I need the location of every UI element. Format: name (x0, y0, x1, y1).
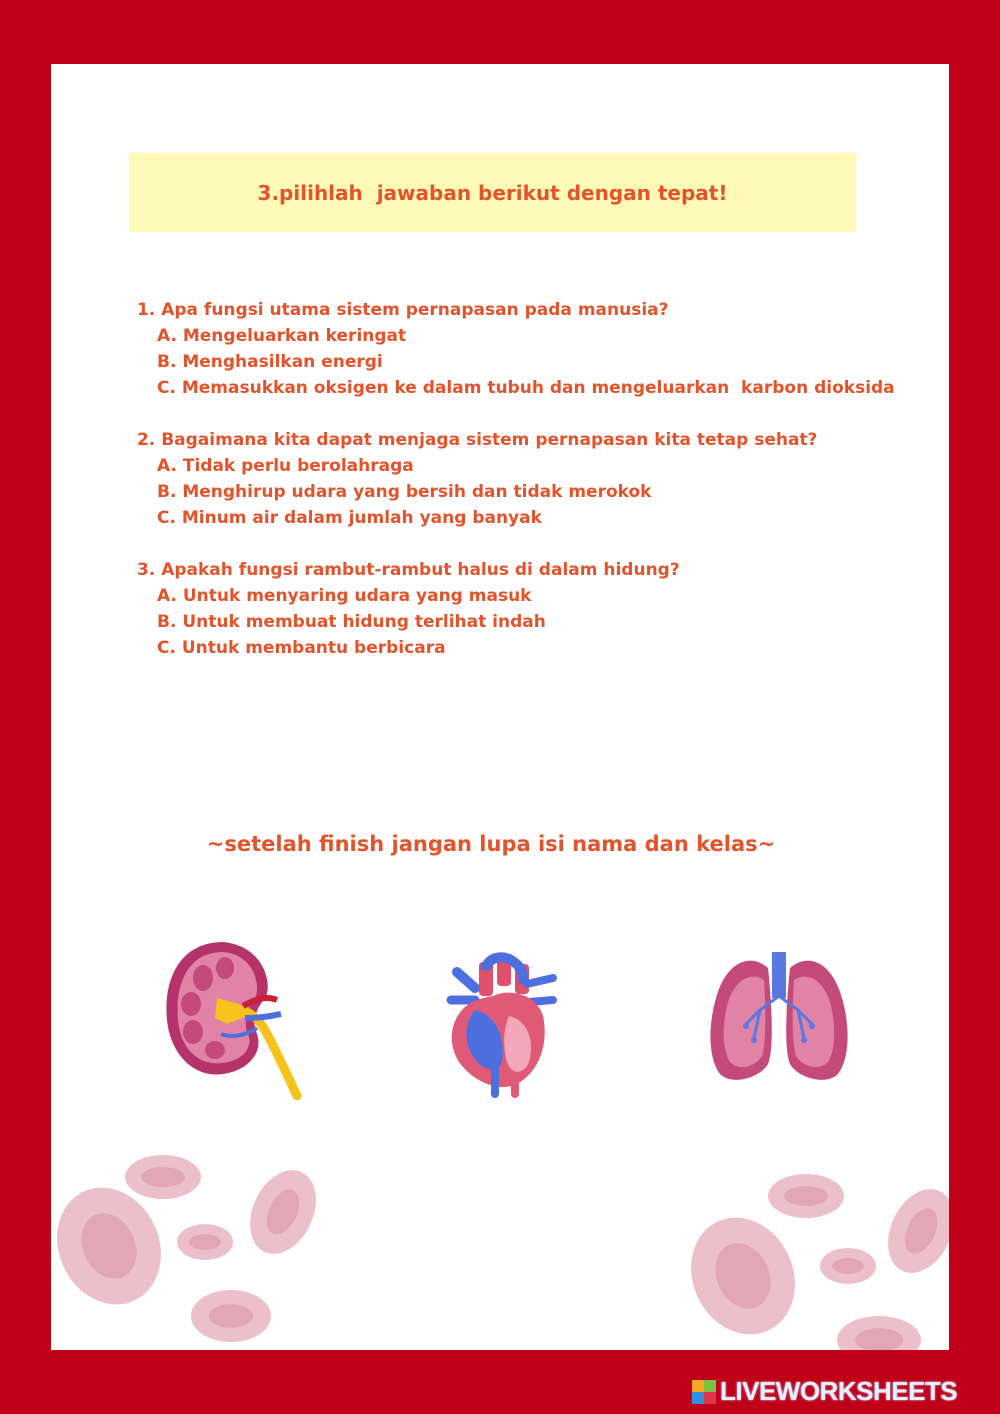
worksheet-page (51, 64, 949, 1350)
question-text: 3. Apakah fungsi rambut-rambut halus di dalam hidung? (137, 560, 680, 580)
kidney-icon (161, 938, 311, 1100)
question-1 (137, 297, 917, 401)
answer-option[interactable]: B. Untuk membuat hidung terlihat indah (157, 612, 546, 632)
answer-option[interactable]: C. Untuk membantu berbicara (157, 638, 446, 658)
question-list (137, 297, 917, 687)
question-text: 1. Apa fungsi utama sistem pernapasan pada manusia? (137, 300, 669, 320)
answer-option[interactable]: C. Memasukkan oksigen ke dalam tubuh dan mengeluarkan karbon dioksida (157, 378, 895, 398)
lungs-icon (706, 946, 852, 1084)
blood-cells-decoration (51, 1144, 949, 1350)
answer-option[interactable]: A. Mengeluarkan keringat (157, 326, 407, 346)
answer-option[interactable]: B. Menghasilkan energi (157, 352, 383, 372)
answer-option[interactable]: B. Menghirup udara yang bersih dan tidak merokok (157, 482, 652, 502)
reminder-text: ~setelah finish jangan lupa isi nama dan kelas~ (206, 832, 776, 856)
question-3 (137, 557, 917, 661)
page-title: 3.pilihlah jawaban berikut dengan tepat! (257, 180, 728, 205)
answer-option[interactable]: A. Tidak perlu berolahraga (157, 456, 414, 476)
heart-icon (439, 944, 563, 1100)
title-banner (129, 153, 856, 232)
question-text: 2. Bagaimana kita dapat menjaga sistem pernapasan kita tetap sehat? (137, 430, 818, 450)
question-2 (137, 427, 917, 531)
liveworksheets-brand[interactable] (692, 1376, 957, 1407)
answer-option[interactable]: A. Untuk menyaring udara yang masuk (157, 586, 532, 606)
liveworksheets-logo-icon (692, 1380, 716, 1404)
brand-name: LIVEWORKSHEETS (720, 1376, 958, 1406)
answer-option[interactable]: C. Minum air dalam jumlah yang banyak (157, 508, 542, 528)
